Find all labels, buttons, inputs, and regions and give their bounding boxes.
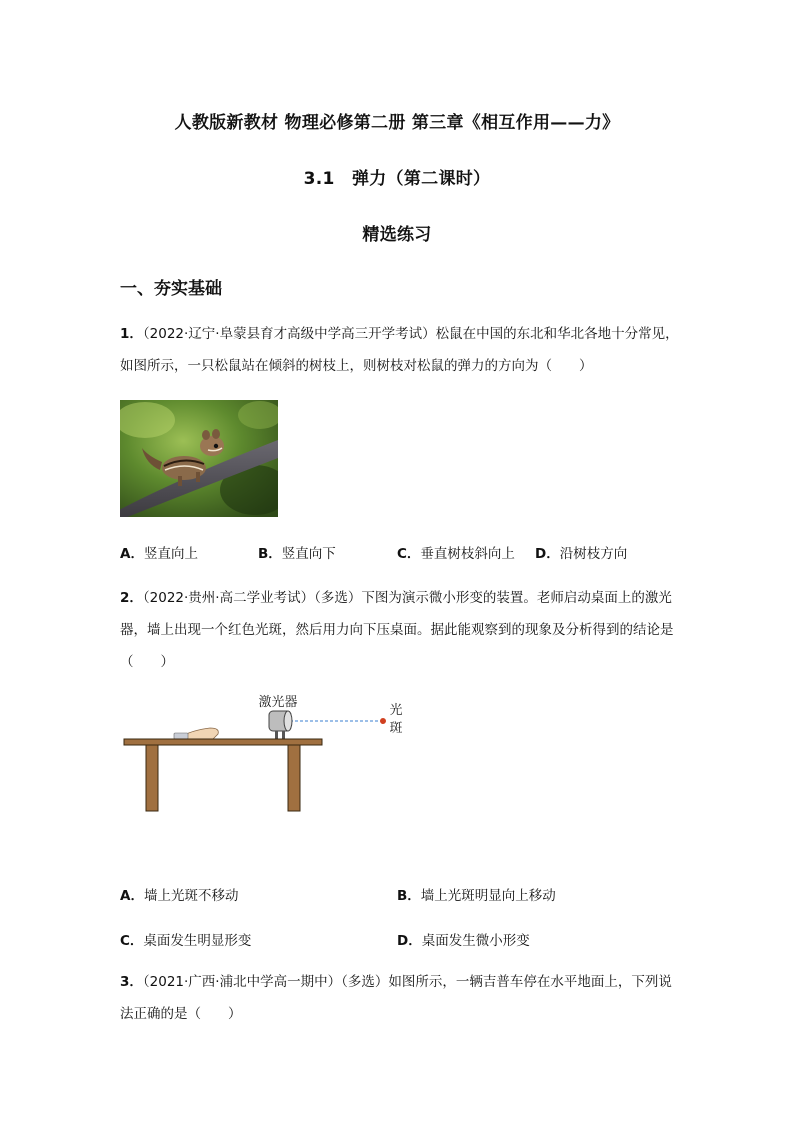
option-text: 沿树枝方向: [559, 546, 628, 562]
section-heading: 一、夯实基础: [120, 279, 222, 299]
squirrel-image: [120, 400, 278, 517]
laser-spot: [380, 718, 386, 724]
lesson-subtitle: 3.1 弹力（第二课时）: [303, 169, 491, 189]
table: [124, 739, 322, 811]
question-2: [120, 582, 680, 678]
option-key: C．: [120, 933, 144, 949]
option-b[interactable]: [397, 884, 556, 904]
option-c[interactable]: [120, 929, 251, 949]
document-title: 人教版新教材 物理必修第二册 第三章《相互作用——力》: [174, 113, 620, 133]
option-key: D．: [397, 933, 422, 949]
option-text: 桌面发生微小形变: [421, 933, 530, 949]
laser-label: 激光器: [258, 695, 298, 710]
option-text: 竖直向上: [143, 546, 198, 562]
laser-device: [269, 711, 292, 739]
option-text: 墙上光斑明显向上移动: [420, 888, 556, 904]
option-b[interactable]: [258, 542, 336, 562]
option-text: 垂直树枝斜向上: [420, 546, 515, 562]
question-text: （2022·辽宁·阜蒙县育才高级中学高三开学考试）松鼠在中国的东北和华北各地十分常见，如图所示，一只松鼠站在倾斜的树枝上，则树枝对松鼠的弹力的方向为（ ）: [120, 326, 679, 374]
spot-label-1: 光: [389, 703, 403, 718]
option-key: A．: [120, 888, 144, 904]
option-a[interactable]: [120, 884, 238, 904]
option-d[interactable]: [397, 929, 530, 949]
question-text: （2022·贵州·高二学业考试）（多选）下图为演示微小形变的装置。老师启动桌面上的激光器，墙上出现一个红色光斑，然后用力向下压桌面。据此能观察到的现象及分析得到的结论是（ ）: [120, 590, 674, 670]
question-number: 2．: [120, 590, 143, 606]
option-text: 竖直向下: [281, 546, 336, 562]
question-text: （2021·广西·浦北中学高一期中）（多选）如图所示，一辆吉普车停在水平地面上，下列说法正确的是（ ）: [120, 974, 672, 1022]
option-c[interactable]: [397, 542, 515, 562]
laser-apparatus-figure: [120, 688, 420, 818]
option-text: 桌面发生明显形变: [143, 933, 252, 949]
option-key: B．: [397, 888, 421, 904]
option-d[interactable]: [535, 542, 627, 562]
spot-label-2: 斑: [389, 721, 403, 736]
option-key: B．: [258, 546, 282, 562]
question-3: [120, 966, 680, 1030]
option-text: 墙上光斑不移动: [143, 888, 239, 904]
question-number: 3．: [120, 974, 143, 990]
option-key: C．: [397, 546, 421, 562]
option-key: A．: [120, 546, 144, 562]
question-1: [120, 318, 680, 382]
practice-heading: 精选练习: [362, 225, 432, 245]
option-key: D．: [535, 546, 560, 562]
question-number: 1．: [120, 326, 143, 342]
option-a[interactable]: [120, 542, 198, 562]
